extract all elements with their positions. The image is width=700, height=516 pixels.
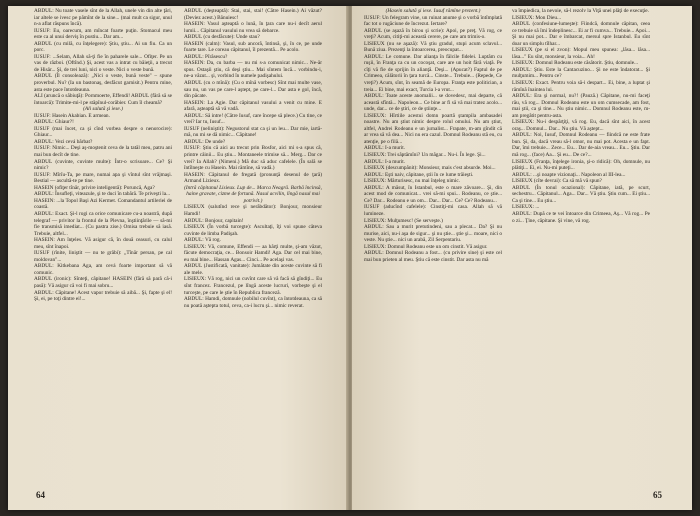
text-paragraph: ABDUL: Eşti naiv, căpitane, ştii în ce lume trăieşti. (364, 171, 474, 178)
text-paragraph: ALI (aruncă o săbiuţă): Pornmoerte, Effendi! ABDUL (fără să se întoarcă): Trimite-mi-l pe stăpînul-corăbier. Cum îl cheamă? (34, 93, 172, 106)
text-paragraph: IUSUF: ...Selam, Allah să-ţi fie în paharele sale... Ofiţer. Pe un vas de război. (Oftînd.) Şi, acest vas a intrat cu băieţii, a trecut de Hisâr... Şi, de trei luni, nici o veste. Nici o veste bună. (34, 53, 172, 73)
text-paragraph: ABDUL: Le comune. Dar alianţa în fălcile fidelei. Luptăm cu ruşii, în Franţa ca cu un cocoşat, care are un hoit fără viaţă. Pe cîţi vă fie de sprijin în alianţă. Deşi... (Apucat?) Faptul de pe Crimeea, călătorii în ţara turcă... Cinste... Trebuie... (Repede, Ce vreţi?) Acum, sînt, în seamă de Europa. Franţa este politician, a treia... Ei bine, mai exact, Turcia l-a vrut... (364, 53, 502, 93)
text-paragraph: IUSUF (neliniştit): Negustorul stat ca şi un leu... Dar mie, iartă-mă, nu mi se dă nimic... Căpitane! (184, 125, 322, 139)
text-paragraph: ABDUL: Kitkebana Aga, am cevá foarte important să vă comunic. (34, 263, 172, 276)
text-paragraph: ABDUL: Ghiaur?! (34, 119, 74, 126)
text-paragraph: ABDUL: Toate aceste anomalii... se dovedesc, mai departe, că această sfîntă... Napoleon... Ce bine ar fi să vă mai tratez acolo... unde, dar... ce de ştiri, ce de ştiinţe... (364, 93, 502, 113)
text-paragraph: ABDUL: ...şi noapte vizionaţi... Napoleon al III-lea... (512, 171, 626, 178)
text-paragraph: IUSUF (mai încet, ca şi cînd vorbea despre o nenorocire): Ghiaur... (34, 125, 172, 139)
text-paragraph: LISIEUX (pe si el zvon): Mopul meu spunea: „lăsa... lăsa... lăsa..." Eu sînt, monsieur, la voia... Ah! (512, 47, 650, 60)
text-paragraph: IUSUF: Mîrîu-Ta, pe mare, numai apa şi vîntul sînt vrăjmaşi. Bestial — ascultă-te pe tine. (34, 171, 172, 185)
text-paragraph: LISIEUX: Trei săptămîni? Un măgar... Nu-i. În lege. Şi... (364, 152, 486, 159)
text-paragraph: HASEIN (calm): Vasul, sub ancoră, întinsă, şi, în ce, pe unde foarte tare. Le coreau căpitanul, îl prezentă... Pe acolo. (184, 40, 322, 54)
text-paragraph: LISIEUX: Exact. Pentru voia să-i despart... Ei, bine, a luptat şi rămînă înaintea lui. (512, 80, 650, 93)
text-paragraph: IUSUF: Eu, oarecum, am mîncat foarte puţin. Stomacul meu este ca al unui derviş în pustiu... Dar am... (34, 27, 172, 41)
text-paragraph: ABDUL (se aşază în birou şi scrie): Apoi, pe preţ. Vă rog, ce vreţi? Acum, citiţi-mi această cerere, pe care am trimis-o. (364, 27, 502, 41)
text-paragraph: ABDUL: Era şi normal, nu?! (Pauză.) Căpitane, nu-mi faceţi rău, vă rog... Domnul Rodeanu este un om cumsecade, am fost, mai ştii, ca şi tine... Nu ştiu nimic... Domnul Rodeanu este, m-am pregătit pentru-asta. (512, 93, 650, 119)
text-paragraph: LISIEUX: Mulţumesc! (Se serveşte.) (364, 217, 443, 224)
text-paragraph: IUSUF: Hasein Akabian. E armean. (34, 112, 110, 119)
text-paragraph: IUSUF (aducînd cafelele): Cinstiţi-mi casa. Allah să vă lumineze. (364, 204, 502, 217)
text-paragraph: ABDUL: Să intre! (Către Iusuf, care începe să plece.) Cu tine, ce vrei? Iar tu, Iusuf... (184, 112, 322, 126)
text-paragraph: HASEIN: Căpitanul de fregată (pronunţă desenul de ţară) Armand Lizieux. (184, 171, 322, 185)
right-page-column-2 (512, 8, 650, 486)
text-paragraph: LISIEUX: Vă, comune, Effendi — aa hărţi multe, şi-am văzut, făcute democraţia, ce... Bonsoir Hamdi! Aga. Dar cel mai bine, eu mai bine... Hassan Agas... Cinci... Pe acelaşi vas. (184, 243, 322, 263)
text-paragraph: LISIEUX (salutînd rece şi nerăbdător): Bonjour, monsieur Hamdi! (184, 204, 322, 217)
text-paragraph: ABDUL: Domnul Rodeanu a fost... (cu privire sine) şi este cel mai bun prieten al meu. Ştiu că este cinstit. Dar asta nu mă (364, 250, 502, 263)
text-paragraph: ABDUL: Căpitane! Acest vapor trebuie să aibă... Şi, fapte şi el! Şi, ei, pe toţi dintre ei!... (34, 289, 172, 303)
text-paragraph: LISIEUX: Mărturisesc, nu mai înţeleg nimic. (364, 178, 461, 185)
text-paragraph: ABDUL: Bonjour, capitain! (184, 217, 244, 224)
text-paragraph: ABDUL: Hamdi, domnule (nobilul cuvînt), ca întotdeauna, ca să nu poată aştepta totul, ceva, ca-i lucru şi... nimic reverat. (184, 296, 322, 309)
left-page-number: 64 (36, 490, 45, 500)
text-paragraph: ABDUL (cu milă, cu înţelegere): Ştiu, ştiu... Ai un fiu. Ca un porc. (34, 40, 172, 54)
text-paragraph: ABDUL: Exact. Şi-l rogi ca orice comunicare cu-a noastră, după telegraf — privitor la frontul de la Plevna, înştiinţările — să-mi fie transmisă imediat... (Cu pastra zise.) Omisa trebuie să iasă. Trebuie, altfel... (34, 210, 172, 237)
right-page (352, 6, 692, 510)
text-paragraph: ABDUL (cuvinte, cuvinte multe): Într-o scrisoare... Ce? Şi nimic? (34, 158, 172, 172)
text-paragraph: LISIEUX (Franţa, înţelege ironia, şi-o ridică): Oh, domnule, nu plătiţi... Ei, ei. Nu-mi puteţi... (512, 158, 650, 172)
text-paragraph: HASEIN (ofiţer tînăr, privire inteligentă): Poruncă, Aga? (34, 184, 155, 191)
text-paragraph: ABDUL: A măsut, în Istanbul, este o mare zăvoare... Şi, din acest mod de comunicat... vrei să-mi spui... Rodeanu, ce ştie... Ce? Dar... Rodeanu e un om... Dar... Dar... Ce? Ce? Rodeanu... (364, 184, 502, 204)
text-paragraph: ABDUL: Nu toate vasele sînt de la Allah, unele vin din alte ţări, iar altele se ivesc pe pămînt de la sine... (mai mult ca sigur, unul n-a aflat răspuns încă). (34, 8, 172, 28)
text-paragraph: ABDUL: Noi, Iusuf, Domnul Rodeanu — fiindcă ne este frate bun. Şi, da, dacă vreau să-l omor, nu mai pot. Acesta e un fapt. Dar, îmi trebuie... Zece... Eu... Dar de-aia vreau... Eu... Ştiu. Dar mă rog... (face) Aa... Şi eu... De ce?... (512, 132, 650, 159)
text-paragraph: ABDUL: I-a murit. (364, 145, 406, 152)
text-paragraph: (Ali salută şi iese.) (83, 106, 123, 113)
left-page (8, 6, 348, 510)
text-paragraph: ABDUL: Ştiu. Este la Cantacuzino... Şi ne este îndatorat... Şi mulţumim... Pentru ce? (512, 66, 650, 80)
text-paragraph: ABDUL (confesiune-lumeşte): Fiindcă, domnule căpitan, ceea ce trebuie să îmi îndeplinesc... Ei ar fi cumva... Trebuie... Apoi... Şi nu mai pot... Dar e îmbarcat, mersul spre Istanbul. Eu sînt doar un simplu tîlhar... (512, 21, 650, 47)
right-page-number: 65 (653, 490, 662, 500)
text-paragraph: HASEIN: Da, cu barba — nu mi s-a comunicat nimic... Ne-ăr spus. Ostaşii ştiu, că deşi ştiu... Mai sîntem încă... vorbindu-i, ne-a văzut... şi, vorbind în numele padişahului. (184, 60, 322, 80)
text-paragraph: IUSUF: Un felegram vine, un ruinat anume şi o vorbă întîmplată fac tot o rugăciune de încrezut. Iertare? (364, 14, 502, 28)
text-paragraph: IUSUF (rînite, liniştit — nu te grăbi): „Tînăr persan, pe cal moldovan"... (34, 250, 172, 263)
text-paragraph: ABDUL: I-a murit. (364, 158, 406, 165)
text-paragraph: LISIEUX: Mon Dieu... (512, 14, 561, 21)
text-paragraph: HASEIN: La Agie. Dar căpitanul vasului a venit cu mine. E afară, aşteaptă să vă vadă. (184, 99, 322, 113)
text-paragraph: ABDUL (deşteaptă): Stai, stai, stai! (Către Hasein.) Ai văzut? (Deviez acest.) Bănuiesc! (184, 8, 322, 21)
text-paragraph: HASEIN: Vasul aşteaptă o lună, în ţara care nu-i decît aerul lumii... Căpitanul vasului nu vrea să debarce. (184, 21, 322, 34)
text-paragraph: ABDUL: Vezi cevá bărbat? (34, 138, 93, 145)
text-paragraph: ABDUL: De unde? (184, 138, 226, 145)
text-paragraph: LISIEUX: Nu-i despărţiţi, vă rog. Eu, dacă sînt aici, în acest oraş... Domnul... Dar... Nu ştiu. Vă aştept... (512, 119, 650, 132)
text-paragraph: IUSUF: Nimic... Deşi aş-moştenit ceva de la tatăl meu, patru ani mai bun decît de tine. (34, 145, 172, 159)
book-spread (8, 6, 692, 510)
text-paragraph: ABDUL (Îl consolează): „Nici o veste, bună veste" – spune proverbul. Nu? (Ia un bastonaş, desfăcut garnisit.) Pentru mine, asta este pace întotdeauna. (34, 73, 172, 93)
text-paragraph: (Intră căpitanul Lisieux. Lup de... Marca Neagră. Barbă încinsă, haine gravate, cizme de fortună. Nasul acvilin, lîngă nasul mai potrivit.) (184, 184, 322, 204)
text-paragraph: LISIEUX (descumpănit): Monsieur, mais c'est absurde. Moi... (364, 165, 496, 172)
right-page-column-1 (364, 8, 502, 486)
text-paragraph: ABDUL (ironic): Sînteţi, căpitane! HASEIN (fără să pară că-i pasă): Vă asigur că voi fi mai sobru... (34, 276, 172, 289)
text-paragraph: ABDUL: Pîrăsescu? (184, 53, 228, 60)
text-paragraph: ABDUL: Vă rog. (184, 237, 221, 244)
text-paragraph: HASEIN: Am înţeles. Vă asigur că, în două ceasuri, cu calul meu, sînt înapoi. (34, 237, 172, 250)
text-paragraph: LISIEUX (cîte devrai): Ca să mă vă spun? (512, 178, 602, 185)
text-paragraph: ABDUL (În tonul ocazional): Căpitane, iată, pe scurt, sechestru... Căpitanul... Aga... Dar... Vă ştiu. Ştiu cum... Ei ştiu... Ca şi tine... Eu ştiu... (512, 184, 650, 204)
text-paragraph: ABDUL (cu o mînă): (Cu o mînă vorbesc) Sînt mai multe vase, sau nu, un vas pe care-l aştept, pe care-l... Dar asta e gol, încă, din păcate. (184, 80, 322, 100)
text-paragraph: LISIEUX (În vorbă turcegte): Ascultaţi, îţi voi spune câteva cuvinte de limba Padişah. (184, 224, 322, 237)
text-paragraph: LISIEUX: Domnul Rodeanu este un om cinstit. Vă asigur. (364, 243, 488, 250)
text-paragraph: LISIEUX: ... (512, 204, 540, 211)
left-page-column-2 (184, 8, 322, 486)
text-paragraph: LISIEUX: Vă rog, nici un cuvînt care să vă facă să gîndiţi... Eu sînt francez. Francezul, pe lîngă aceste lucruri, vorbeşte şi el turceşte, pe care le ştie în Republica franceză. (184, 276, 322, 296)
text-paragraph: ABDUL: Sau a murit pretutindeni, sau a plecat... Da? Şi nu murise, aici, nu-i aşa de sigur... şi nu ştie... ştie şi... moare, nici o veste. Nu ştie... nici un arabă, Zil Serpentariu. (364, 224, 502, 244)
left-page-column-1 (34, 8, 172, 486)
text-paragraph: IUSUF: Ştiu că aici au trecut prin Bosfor, aici mi s-a spus că, printre câinii... Eu ştiu... Montaneele trimise să... Merg... Dar ce vrei? Ia Allah? (Nimeni.) Mă duc să aduc cafelele. (În sală se întîlneşte cu Hasein. Mai rămîne, să vadă.) (184, 145, 322, 172)
text-paragraph: HASEIN: ...la Topol Başi Azi Kermet. Comandantul artileriei de coastă. (34, 197, 172, 211)
text-paragraph: LISIEUX: Domnul Rodeanu este căsătorit. Ştiu, domnule... (512, 60, 639, 67)
text-paragraph: va împiedica, la nevoie, să-l rezolv la Viţă unei plăţi de execuţie. (512, 8, 649, 14)
text-paragraph: ABDUL: După ce te vei întoarce din Crimeea, Aş... Vă rog... Pe o zi... Ţine, căpitane. Şi vine, vă rog. (512, 210, 650, 224)
text-paragraph: ABDUL (Justificată, vanitate): Jumătate din aceste cuvinte să fi ale mele. (184, 263, 322, 276)
text-paragraph: LISIEUX: Hîrtiile acestui domn poartă ştampila ambasadei noastre. Nu am ştiut nimic despre rolul omului. Nu am ştiut, altfel, Andrei Rodeanu e un jurnalist... Frapate, m-am gîndit că ar vrea să vă dea... Nici nu era cazul. Domnul Rodeanu stă eu, cu atenţie, pe o filă... (364, 112, 502, 145)
text-paragraph: ABDUL (cu desfăcute): Unde stau? (184, 34, 260, 41)
text-paragraph: ABDUL: Însufleţi, viteazule, şi te duci în tabără. Te priveşti la... (34, 191, 171, 198)
text-paragraph: (Hasein salută şi iese. Iusuf rămîne prezent.) (385, 8, 481, 14)
text-paragraph: LISIEUX (nu se aşază): Vă ştiu gradul, stupi acum sclavul... Bună ziua. Prezenţi la întoarcerea, preocupat... (364, 40, 502, 54)
